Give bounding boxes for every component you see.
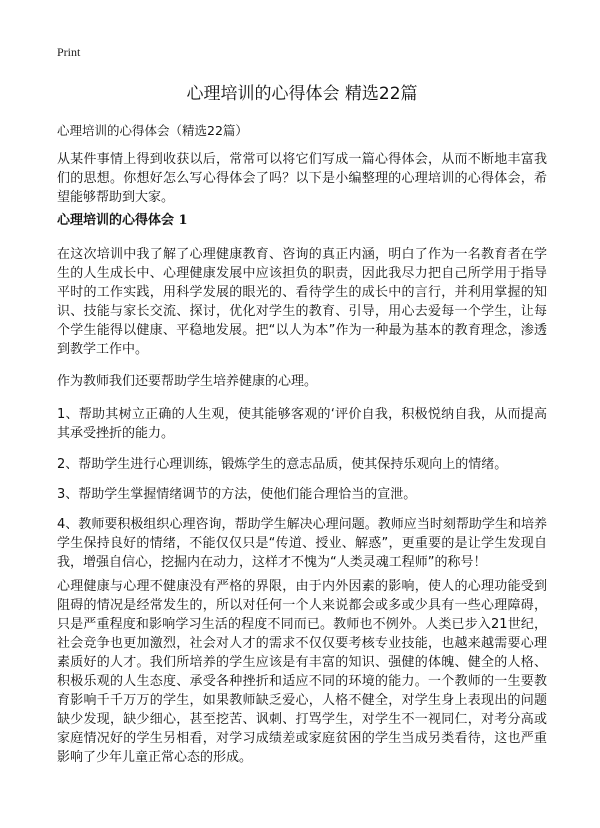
- body-paragraph: 4、教师要积极组织心理咨询，帮助学生解决心理问题。教师应当时刻帮助学生和培养学生保持良好的情绪，不能仅仅只是“传道、授业、解惑”，更重要的是让学生发现自我，增强自信心，挖掘内在动力，这样才不愧为“人类灵魂工程师”的称号！: [57, 517, 547, 570]
- document-subtitle: 心理培训的心得体会（精选22篇）: [57, 123, 248, 138]
- document-title: 心理培训的心得体会 精选22篇: [186, 84, 418, 104]
- print-link[interactable]: Print: [57, 45, 81, 59]
- intro-paragraph: 从某件事情上得到收获以后，常常可以将它们写成一篇心得体会，从而不断地丰富我们的思想。你想好怎么写心得体会了吗？以下是小编整理的心理培训的心得体会，希望能够帮助到大家。: [57, 152, 547, 205]
- body-paragraph: 1、帮助其树立正确的人生观，使其能够客观的‘评价自我，积极悦纳自我，从而提高其承受挫折的能力。: [57, 407, 547, 441]
- body-paragraph: 心理健康与心理不健康没有严格的界限，由于内外因素的影响，使人的心理功能受到阻碍的情况是经常发生的，所以对任何一个人来说都会或多或少具有一些心理障碍，只是严重程度和影响学习生活的程度不同而已。教师也不例外。人类已步入21世纪，社会竞争也更加激烈，社会对人才的需求不仅仅要考核专业技能，也越来越需要心理素质好的人才。我们所培养的学生应该是有丰富的知识、强健的体魄、健全的人格、积极乐观的人生态度、承受各种挫折和适应不同的环境的能力。一个教师的一生要教育影响千千万万的学生，如果教师缺乏爱心，人格不健全，对学生身上表现出的问题缺少发现，缺少细心，甚至挖苦、讽刺、打骂学生，对学生不一视同仁，对考分高或家庭情况好的学生另相看，对学习成绩差或家庭贫困的学生当成另类看待，这也严重影响了少年儿童正常心态的形成。: [57, 579, 547, 765]
- section-heading: 心理培训的心得体会 1: [57, 213, 188, 228]
- body-paragraph: 在这次培训中我了解了心理健康教育、咨询的真正内涵，明白了作为一名教育者在学生的人生成长中、心理健康发展中应该担负的职责，因此我尽力把自己所学用于指导平时的工作实践，用科学发展的眼光的、看待学生的成长中的言行，并利用掌握的知识、技能与家长交流、探讨，优化对学生的教育、引导，用心去爱每一个学生，让每个学生能得以健康、平稳地发展。把“以人为本”作为一种最为基本的教育理念，渗透到教学工作中。: [57, 247, 547, 357]
- body-paragraph: 作为教师我们还要帮助学生培养健康的心理。: [57, 374, 318, 389]
- body-paragraph: 2、帮助学生进行心理训练，锻炼学生的意志品质，使其保持乐观向上的情绪。: [57, 457, 508, 472]
- body-paragraph: 3、帮助学生掌握情绪调节的方法，使他们能合理恰当的宣泄。: [57, 487, 417, 502]
